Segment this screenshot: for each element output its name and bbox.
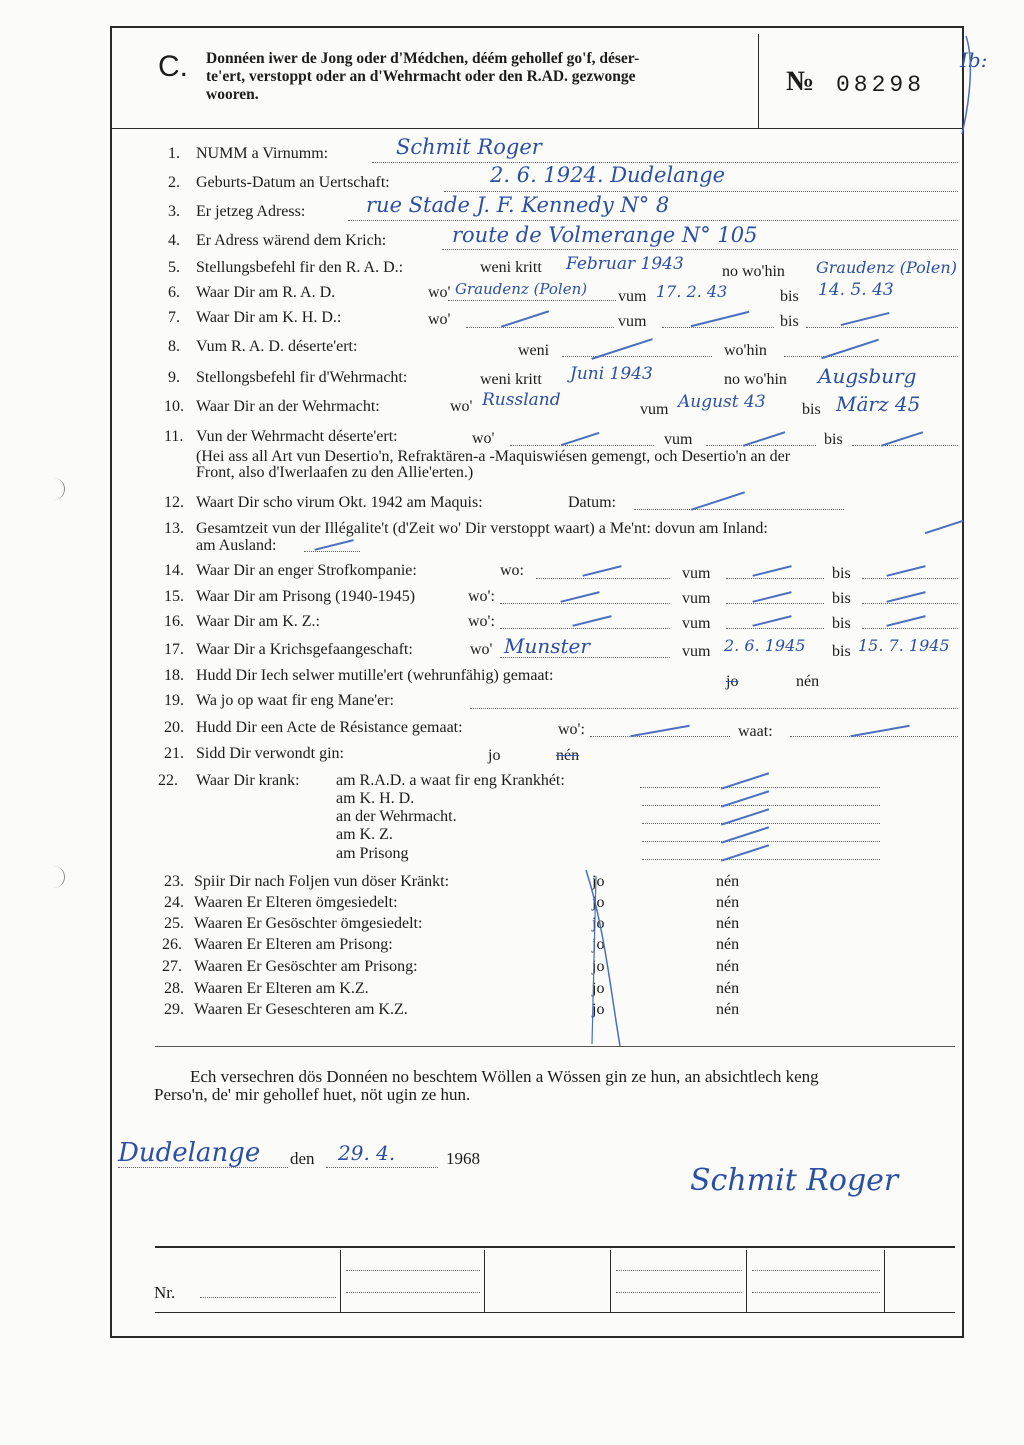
q10-label: Waar Dir an der Wehrmacht:	[196, 398, 380, 415]
q20-number: 20.	[164, 719, 184, 736]
form-title-line: wooren.	[206, 86, 259, 103]
yesno-nen: nén	[716, 1001, 740, 1018]
q7-line-to	[806, 327, 958, 328]
q15-wo: wo':	[468, 588, 495, 605]
q15-vum: vum	[682, 590, 711, 607]
q14-vum: vum	[682, 565, 711, 582]
q14-line-from	[726, 578, 824, 579]
q10-answer-from: August 43	[678, 392, 766, 412]
q5-answer-where: Graudenz (Polen)	[816, 258, 957, 277]
q11-vum: vum	[664, 431, 693, 448]
yesno-number: 23.	[164, 873, 184, 890]
q17-line-where	[500, 657, 670, 658]
yesno-label: Waaren Er Gesöschter am Prisong:	[194, 958, 418, 975]
declaration-divider	[155, 1046, 955, 1047]
q12-datum: Datum:	[568, 494, 616, 511]
yesno-number: 24.	[164, 894, 184, 911]
q22-sub-kz: am K. Z.	[336, 826, 393, 843]
footer-cell-line	[752, 1270, 880, 1271]
footer-col-divider	[746, 1250, 747, 1312]
q10-bis: bis	[802, 401, 821, 418]
yesno-number: 28.	[164, 980, 184, 997]
q6-wo: wo'	[428, 284, 451, 301]
q22-sub-wehrmacht: an der Wehrmacht.	[336, 808, 457, 825]
q10-number: 10.	[164, 398, 184, 415]
q11-line-from	[706, 445, 816, 446]
q14-number: 14.	[164, 562, 184, 579]
q7-number: 7.	[168, 309, 180, 326]
q8-wohin: wo'hin	[724, 342, 767, 359]
q15-line-from	[726, 603, 824, 604]
q6-label: Waar Dir am R. A. D.	[196, 284, 336, 301]
q1-label: NUMM a Virnumm:	[196, 145, 329, 162]
yesno-jo: jo	[592, 915, 605, 932]
corner-bracket-icon	[940, 30, 980, 140]
q9-answer-when: Juni 1943	[570, 364, 653, 384]
q5-wohin: no wo'hin	[722, 263, 785, 280]
yesno-jo: jo	[592, 936, 605, 953]
q4-answer-wartime-address: route de Volmerange N° 105	[452, 223, 758, 247]
q16-wo: wo':	[468, 613, 495, 630]
q17-vum: vum	[682, 643, 711, 660]
q6-answer-from: 17. 2. 43	[656, 282, 728, 301]
footer-cell-line	[616, 1292, 742, 1293]
yesno-nen: nén	[716, 894, 740, 911]
q6-vum: vum	[618, 288, 647, 305]
q7-line-where	[466, 327, 614, 328]
q16-label: Waar Dir am K. Z.:	[196, 613, 320, 630]
section-letter: C.	[158, 50, 188, 83]
q10-answer-where: Russland	[482, 390, 561, 410]
footer-col-divider	[610, 1250, 611, 1312]
q9-wohin: no wo'hin	[724, 371, 787, 388]
footer-col-divider	[484, 1250, 485, 1312]
footer-col-divider	[884, 1250, 885, 1312]
q22-sub-khd: am K. H. D.	[336, 790, 415, 807]
footer-top-rule	[155, 1246, 955, 1248]
q6-number: 6.	[168, 284, 180, 301]
q16-bis: bis	[832, 615, 851, 632]
q9-weni: weni kritt	[480, 371, 542, 388]
date-line	[326, 1167, 438, 1168]
q17-wo: wo'	[470, 641, 493, 658]
jo-column-strike-icon	[570, 866, 630, 1056]
q21-nen-crossed: nén	[556, 747, 580, 764]
q22-number: 22.	[158, 772, 178, 789]
q8-line-where	[784, 356, 958, 357]
q17-answer-where: Munster	[504, 634, 590, 658]
q17-answer-to: 15. 7. 1945	[858, 636, 950, 655]
q5-weni: weni kritt	[480, 259, 542, 276]
q13-label-abroad: am Ausland:	[196, 537, 277, 554]
yesno-label: Waaren Er Elteren am K.Z.	[194, 980, 369, 997]
q14-line-to	[862, 578, 958, 579]
q11-note-line: (Hei ass all Art vun Desertio'n, Refraktären-a -Maquiswiésen gemengt, och Desertio'n an der	[196, 448, 791, 465]
number-label: №	[786, 66, 815, 97]
q22-sub-rad: am R.A.D. a waat fir eng Krankhét:	[336, 772, 565, 789]
q15-line-to	[862, 603, 958, 604]
q1-answer-name: Schmit Roger	[396, 135, 542, 159]
header-separator	[110, 128, 964, 129]
q11-note-line: Front, also d'Iwerlaafen zu den Allie'erten.)	[196, 464, 474, 481]
q15-bis: bis	[832, 590, 851, 607]
q19-number: 19.	[164, 692, 184, 709]
q4-label: Er Adress wärend dem Krich:	[196, 232, 387, 249]
q18-nen: nén	[796, 673, 820, 690]
yesno-nen: nén	[716, 936, 740, 953]
declaration-line: Ech versechren dös Donnéen no beschtem Wöllen a Wössen gin ze hun, an absichtlech keng	[190, 1067, 819, 1086]
q18-number: 18.	[164, 667, 184, 684]
q11-number: 11.	[164, 428, 184, 445]
q11-line-to	[852, 445, 958, 446]
q18-jo-crossed: jo	[726, 673, 739, 690]
q3-line	[348, 220, 958, 221]
q12-number: 12.	[164, 494, 184, 511]
q15-line-where	[500, 603, 670, 604]
yesno-jo: jo	[592, 980, 605, 997]
q16-line-where	[500, 628, 670, 629]
hole-punch-icon	[54, 866, 65, 888]
q17-label: Waar Dir a Krichsgefaangeschaft:	[196, 641, 413, 658]
q22-sub-prisong: am Prisong	[336, 845, 409, 862]
q4-number: 4.	[168, 232, 180, 249]
signature-year: 1968	[446, 1149, 480, 1168]
yesno-nen: nén	[716, 915, 740, 932]
q8-number: 8.	[168, 338, 180, 355]
q14-line-where	[536, 578, 670, 579]
q20-line-what	[790, 736, 958, 737]
q22-label: Waar Dir krank:	[196, 772, 300, 789]
q16-line-to	[862, 628, 958, 629]
yesno-nen: nén	[716, 958, 740, 975]
q6-bis: bis	[780, 288, 799, 305]
hole-punch-icon	[54, 478, 65, 500]
yesno-number: 29.	[164, 1001, 184, 1018]
footer-cell-line	[346, 1292, 480, 1293]
q9-number: 9.	[168, 369, 180, 386]
q2-answer-birth: 2. 6. 1924. Dudelange	[490, 163, 726, 187]
yesno-nen: nén	[716, 873, 740, 890]
q12-label: Waart Dir scho virum Okt. 1942 am Maquis:	[196, 494, 483, 511]
corner-mark: Ib:	[960, 48, 988, 72]
q20-wo: wo':	[558, 721, 585, 738]
signature-den: den	[290, 1149, 315, 1168]
q22-line	[642, 805, 880, 806]
q10-answer-to: März 45	[836, 392, 921, 416]
q17-answer-from: 2. 6. 1945	[724, 636, 806, 655]
q22-line	[642, 823, 880, 824]
signature-date: 29. 4.	[338, 1141, 396, 1165]
q20-label: Hudd Dir een Acte de Résistance gemaat:	[196, 719, 463, 736]
q2-line	[444, 191, 958, 192]
q19-label: Wa jo op waat fir eng Mane'er:	[196, 692, 394, 709]
q2-label: Geburts-Datum an Uertschaft:	[196, 174, 390, 191]
q5-number: 5.	[168, 259, 180, 276]
q6-answer-where: Graudenz (Polen)	[455, 280, 588, 298]
yesno-label: Waaren Er Gesöschter ömgesiedelt:	[194, 915, 423, 932]
form-title-line: Donnéen iwer de Jong oder d'Médchen, déém gehollef go'f, déser-	[206, 50, 640, 67]
q21-number: 21.	[164, 745, 184, 762]
footer-nr-line	[200, 1297, 336, 1298]
q4-line	[442, 249, 958, 250]
q11-label: Vun der Wehrmacht déserte'ert:	[196, 428, 398, 445]
q21-jo: jo	[488, 747, 501, 764]
q22-line	[642, 841, 880, 842]
q13-number: 13.	[164, 520, 184, 537]
place-line	[118, 1167, 288, 1168]
q6-line-where	[448, 300, 616, 301]
q8-label: Vum R. A. D. déserte'ert:	[196, 338, 358, 355]
q15-label: Waar Dir am Prisong (1940-1945)	[196, 588, 416, 605]
q22-line	[640, 787, 880, 788]
form-title-line: te'ert, verstoppt oder an d'Wehrmacht oder den R.AD. gezwonge	[206, 68, 636, 85]
declaration-line: Perso'n, de' mir gehollef huet, nöt ugin ze hun.	[154, 1085, 471, 1104]
q11-line-where	[510, 445, 654, 446]
q17-number: 17.	[164, 641, 184, 658]
q10-vum: vum	[640, 401, 669, 418]
q3-answer-address: rue Stade J. F. Kennedy N° 8	[366, 193, 670, 217]
q15-number: 15.	[164, 588, 184, 605]
footer-col-divider	[340, 1250, 341, 1312]
yesno-jo: jo	[592, 894, 605, 911]
footer-cell-line	[616, 1270, 742, 1271]
q7-label: Waar Dir am K. H. D.:	[196, 309, 342, 326]
q3-label: Er jetzeg Adress:	[196, 203, 306, 220]
yesno-label: Waaren Er Geseschteren am K.Z.	[194, 1001, 408, 1018]
footer-bottom-rule	[155, 1312, 955, 1313]
q7-wo: wo'	[428, 311, 451, 328]
yesno-number: 27.	[162, 958, 182, 975]
q7-line-from	[662, 327, 774, 328]
yesno-jo: jo	[592, 873, 605, 890]
footer-cell-line	[346, 1270, 480, 1271]
q18-label: Hudd Dir Iech selwer mutille'ert (wehrunfähig) gemaat:	[196, 667, 554, 684]
q5-answer-when: Februar 1943	[566, 254, 684, 274]
yesno-nen: nén	[716, 980, 740, 997]
q13-line-abroad	[304, 551, 360, 552]
yesno-number: 26.	[162, 936, 182, 953]
serial-number: 08298	[836, 72, 926, 98]
footer-cell-line	[752, 1292, 880, 1293]
yesno-label: Spiir Dir nach Foljen vun döser Kränkt:	[194, 873, 450, 890]
q21-label: Sidd Dir verwondt gin:	[196, 745, 344, 762]
footer-nr-label: Nr.	[154, 1283, 176, 1302]
form-title	[206, 50, 639, 104]
q14-wo: wo:	[500, 562, 524, 579]
q14-label: Waar Dir an enger Strofkompanie:	[196, 562, 417, 579]
q10-wo: wo'	[450, 398, 473, 415]
q8-line-when	[562, 356, 712, 357]
yesno-label: Waaren Er Elteren ömgesiedelt:	[194, 894, 398, 911]
q7-vum: vum	[618, 313, 647, 330]
q19-line	[470, 708, 958, 709]
q13-label: Gesamtzeit vun der Illégalite't (d'Zeit wo' Dir verstoppt waart) a Me'nt: dovun am Inland:	[196, 520, 768, 537]
q14-bis: bis	[832, 565, 851, 582]
q3-number: 3.	[168, 203, 180, 220]
yesno-label: Waaren Er Elteren am Prisong:	[194, 936, 393, 953]
yesno-jo: jo	[592, 1001, 605, 1018]
q22-line	[642, 859, 880, 860]
q2-number: 2.	[168, 174, 180, 191]
yesno-number: 25.	[164, 915, 184, 932]
q16-line-from	[726, 628, 824, 629]
q8-weni: weni	[518, 342, 550, 359]
q12-line	[634, 509, 844, 510]
q9-label: Stellongsbefehl fir d'Wehrmacht:	[196, 369, 408, 386]
q11-bis: bis	[824, 431, 843, 448]
q20-line-where	[590, 736, 730, 737]
q17-bis: bis	[832, 643, 851, 660]
q20-waat: waat:	[738, 723, 773, 740]
q6-answer-to: 14. 5. 43	[818, 280, 894, 300]
number-box-divider	[758, 34, 759, 128]
q11-wo: wo'	[472, 430, 495, 447]
signature: Schmit Roger	[690, 1163, 899, 1198]
q16-number: 16.	[164, 613, 184, 630]
q5-label: Stellungsbefehl fir den R. A. D.:	[196, 259, 404, 276]
q16-vum: vum	[682, 615, 711, 632]
q9-answer-where: Augsburg	[818, 364, 917, 388]
q7-bis: bis	[780, 313, 799, 330]
yesno-jo: jo	[592, 958, 605, 975]
q1-number: 1.	[168, 145, 180, 162]
signature-place: Dudelange	[118, 1138, 261, 1168]
